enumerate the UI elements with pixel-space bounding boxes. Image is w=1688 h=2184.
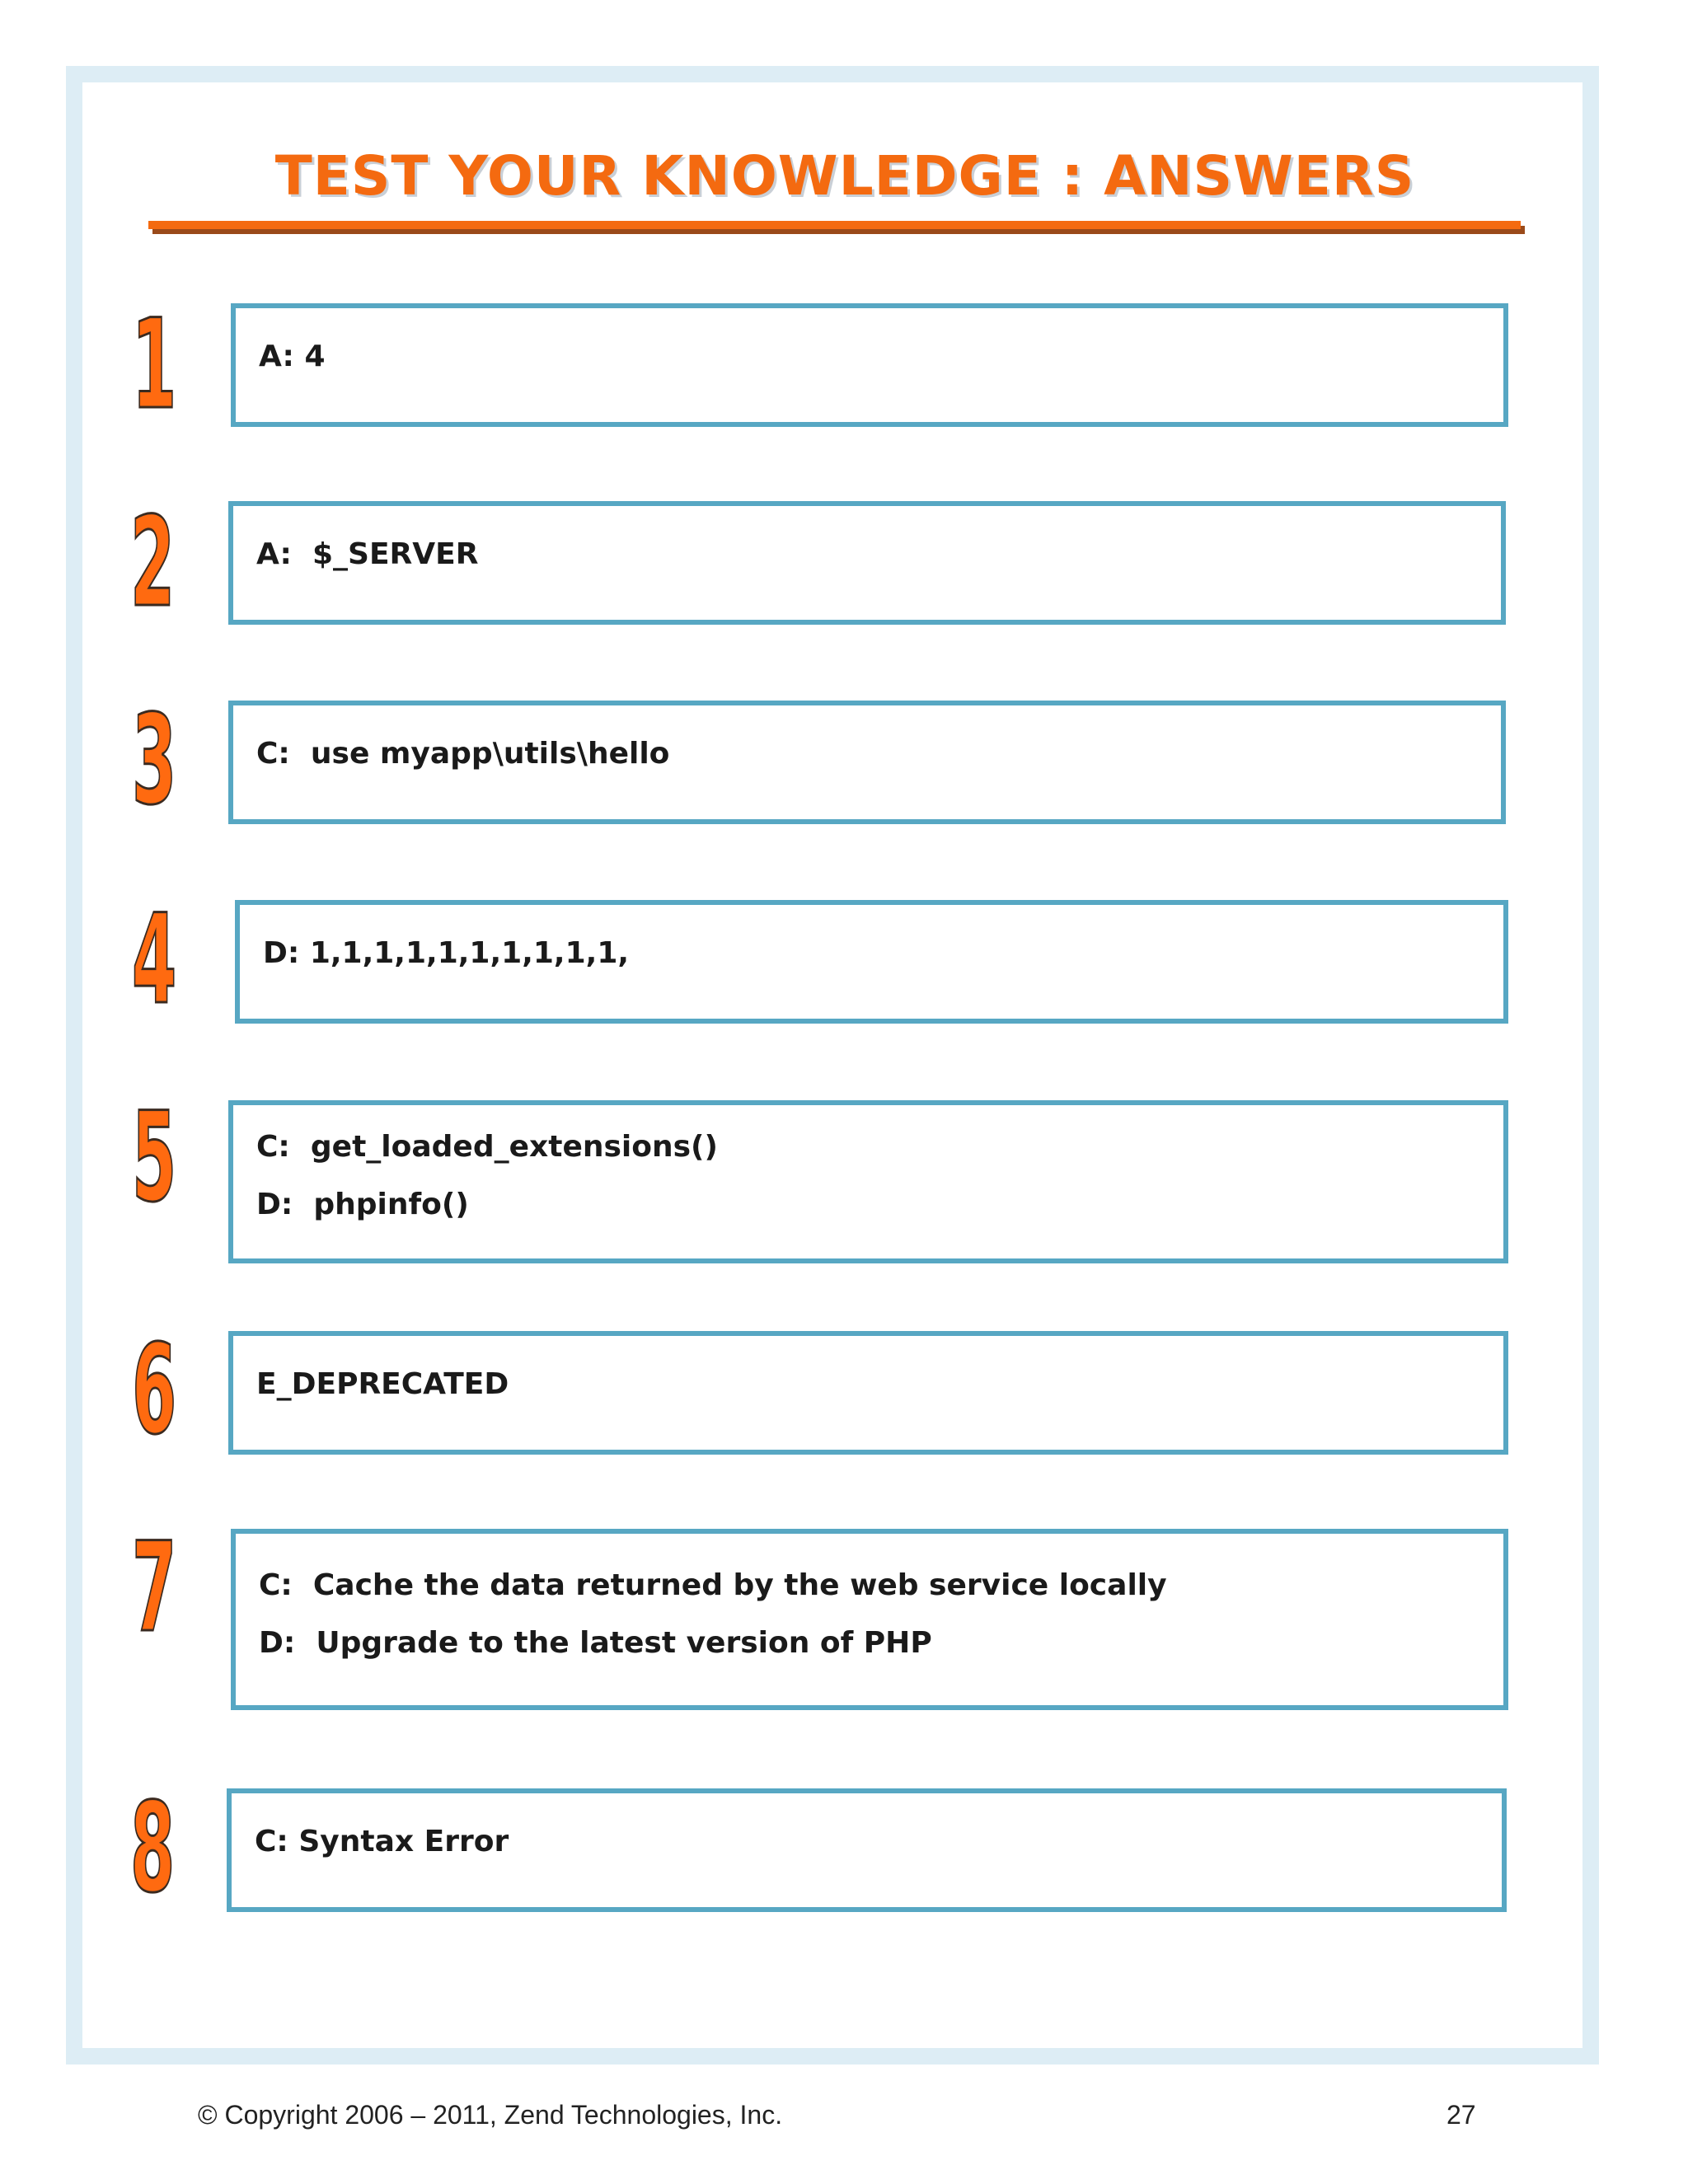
answer-box [228,1100,1508,1263]
answer-number: 2 [130,491,176,635]
answer-text: C: Cache the data returned by the web service locally [259,1568,1167,1602]
answer-text: C: use myapp\utils\hello [256,737,670,771]
answer-box [231,303,1508,427]
answer-number: 5 [132,1086,177,1230]
answer-text: A: 4 [259,340,326,373]
answer-number: 8 [130,1777,176,1920]
answer-number: 4 [132,888,177,1032]
page-title: TEST YOUR KNOWLEDGE : ANSWERS [274,144,1415,208]
answer-text: D: phpinfo() [256,1188,469,1221]
answer-number: 6 [132,1319,177,1462]
answer-text: A: $_SERVER [256,537,479,571]
footer-page-number: 27 [1447,2100,1476,2130]
answer-box [231,1529,1508,1710]
answer-number: 1 [132,293,177,437]
answer-number: 3 [132,689,177,832]
answer-box [228,701,1506,824]
answer-text: E_DEPRECATED [256,1367,509,1401]
answer-text: C: get_loaded_extensions() [256,1130,718,1164]
title-underline [148,221,1521,229]
answer-box [235,900,1508,1024]
answer-text: D: 1,1,1,1,1,1,1,1,1,1, [263,936,630,970]
answer-text: C: Syntax Error [255,1825,509,1858]
answer-number: 7 [132,1516,177,1660]
answer-text: D: Upgrade to the latest version of PHP [259,1626,932,1660]
footer-copyright: © Copyright 2006 – 2011, Zend Technologies, Inc. [198,2100,783,2130]
answer-box [228,1331,1508,1455]
answer-box [227,1788,1507,1912]
answer-box [228,501,1506,625]
